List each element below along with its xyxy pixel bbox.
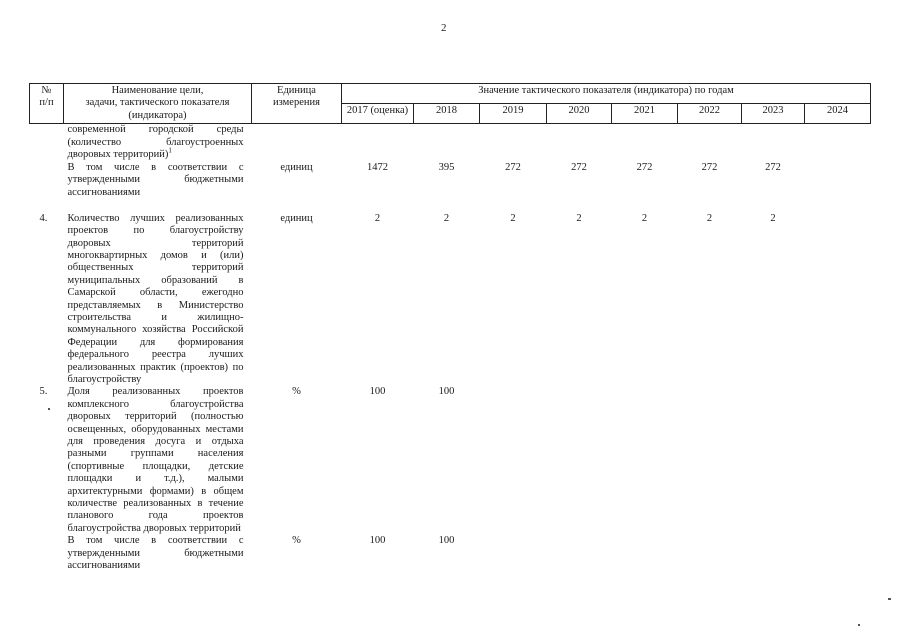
value-cell [678,535,742,583]
value-cell [805,213,871,387]
value-cell [805,124,871,162]
value-cell [678,124,742,162]
row-name: В том числе в соответствии с утвержденными бюджетными ассигнованиями [67,535,244,572]
table-row [30,124,871,162]
row-name: В том числе в соответствии с утвержденными бюджетными ассигнованиями [67,161,244,198]
value-cell: 2 [510,212,516,224]
header-name: Наименование цели, задачи, тактического показателя (индикатора) [64,84,252,124]
row-unit: единиц [280,161,313,173]
value-cell [612,124,678,162]
scan-speck [48,408,50,410]
value-cell [480,386,547,535]
footnote-mark: 1 [168,146,172,155]
value-cell [805,162,871,213]
value-cell [342,124,414,162]
header-unit: Единица измерения [252,84,342,124]
value-cell: 2 [374,212,381,224]
table-row [30,535,871,583]
value-cell: 100 [369,386,386,398]
header-year: 2017 (оценка) [342,104,414,124]
value-cell [547,535,612,583]
value-cell: 272 [765,161,781,173]
row-unit: % [292,535,301,547]
value-cell [480,535,547,583]
value-cell: 272 [505,161,521,173]
header-year: 2018 [414,104,480,124]
header-values-group: Значение тактического показателя (индикатора) по годам [342,84,871,104]
row-name: современной городской среды (количество благоустроенных дворовых территорий)$^1$ [67,124,244,161]
value-cell [742,535,805,583]
value-cell [547,124,612,162]
header-year: 2021 [612,104,678,124]
scan-speck [888,598,891,600]
row-number: 4. [39,212,48,224]
table-row [30,162,871,213]
header-year: 2023 [742,104,805,124]
table-row [30,213,871,387]
header-year: 2024 [805,104,871,124]
row-number: 5. [39,386,48,398]
header-year: 2020 [547,104,612,124]
value-cell [612,535,678,583]
row-number [30,124,64,162]
value-cell [805,535,871,583]
value-cell [612,386,678,535]
value-cell: 272 [571,161,587,173]
row-number [30,535,64,583]
header-year: 2022 [678,104,742,124]
row-unit: % [292,386,301,398]
row-unit: единиц [280,212,313,224]
indicator-table [29,83,871,583]
value-cell [742,386,805,535]
header-year: 2019 [480,104,547,124]
value-cell: 272 [701,161,718,173]
value-cell [805,386,871,535]
row-number [30,162,64,213]
header-row-1 [30,84,871,104]
value-cell: 2 [706,212,713,224]
header-num: № п/п [30,84,64,124]
value-cell: 2 [641,212,648,224]
row-name: Доля реализованных проектов комплексного благоустройства дворовых территорий (полностью освещенных, оборудованных местами для проведения досуга и отдыха разными группами населения (спортивные площадки, детские площадки и т.д.), малыми архитектурными формами) в общем количестве реализованных в течение планового года проектов благоустройства дворовых территорий [67,386,244,534]
value-cell: 100 [438,386,455,398]
scan-speck [858,624,860,626]
value-cell: 100 [369,535,386,547]
row-name: Количество лучших реализованных проектов по благоустройству дворовых территорий многоквартирных домов и (или) общественных территорий муниципальных образований в Самарской области, ежегодно представляемых в Министерство строительства и жилищно-коммунального хозяйства Российской Федерации для формирования федерального реестра лучших реализованных практик (проектов) по благоустройству [67,212,244,385]
value-cell [480,124,547,162]
page-number: 2 [441,22,447,34]
value-cell [547,386,612,535]
table-row [30,386,871,535]
row-unit [252,124,342,162]
value-cell: 2 [770,212,776,224]
value-cell [414,124,480,162]
value-cell: 1472 [367,161,388,173]
value-cell [678,386,742,535]
value-cell: 2 [443,212,450,224]
value-cell: 395 [438,161,455,173]
value-cell: 100 [438,535,455,547]
value-cell [742,124,805,162]
value-cell: 272 [636,161,653,173]
value-cell: 2 [576,212,582,224]
